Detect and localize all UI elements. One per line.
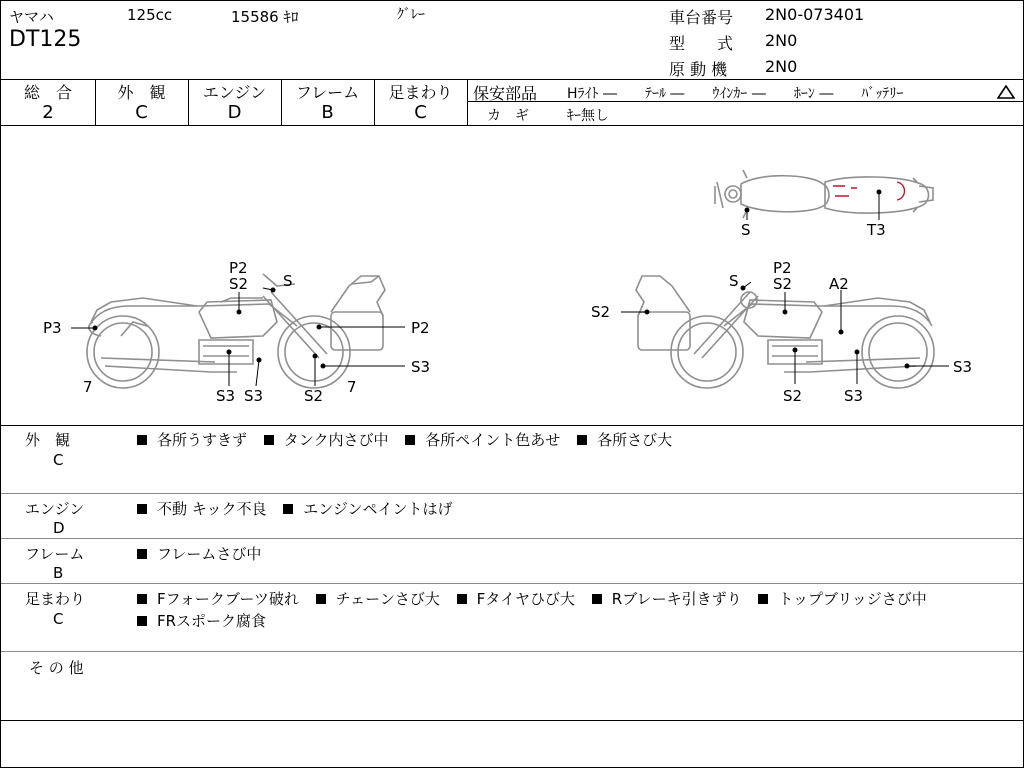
label-left-seven-left: 7 [83, 378, 93, 396]
bullet-icon [316, 594, 326, 604]
type-value: 2N0 [765, 31, 798, 50]
bullet-icon [457, 594, 467, 604]
divider [1, 720, 1023, 721]
grade-exterior-value: C [135, 102, 148, 123]
label-left-s2-bottom: S2 [304, 387, 324, 405]
grade-engine-value: D [227, 102, 242, 123]
label-top-t3: T3 [867, 221, 886, 239]
label-right-s2-top: S2 [773, 275, 793, 293]
section-suspension-label: 足まわり [25, 590, 86, 608]
label-left-p2-right: P2 [411, 319, 430, 337]
divider [1, 538, 1023, 539]
label-right-p2: P2 [773, 259, 792, 277]
section-exterior-label: 外 観 [25, 431, 71, 449]
safety-parts-items: Hﾗｲﾄ ― ﾃｰﾙ ― ｳｲﾝｶｰ ― ﾎｰﾝ ― ﾊﾞｯﾃﾘｰ [567, 86, 904, 102]
label-right-a2: A2 [829, 275, 849, 293]
bullet-icon [137, 594, 147, 604]
label-left-seven-right: 7 [347, 378, 357, 396]
damage-diagram [1, 126, 1023, 426]
bullet-icon [264, 435, 274, 445]
section-engine-notes: 不動 キック不良 エンジンペイントはげ [137, 498, 465, 519]
label-left-p3: P3 [43, 319, 62, 337]
label-right-s2-left: S2 [591, 303, 611, 321]
bullet-icon [137, 504, 147, 514]
bullet-icon [137, 435, 147, 445]
grade-overall-value: 2 [42, 102, 54, 123]
engine-value: 2N0 [765, 57, 798, 76]
section-exterior-notes: 各所うすきず タンク内さび中 各所ペイント色あせ 各所さび大 [137, 429, 684, 450]
grade-engine-label: エンジン [202, 83, 267, 102]
triangle-icon [997, 85, 1015, 99]
bullet-icon [592, 594, 602, 604]
label-right-s2-bottom: S2 [783, 387, 803, 405]
grade-frame-label: フレーム [295, 83, 360, 102]
grade-suspension-value: C [414, 102, 427, 123]
bullet-icon [405, 435, 415, 445]
section-other-label: そ の 他 [29, 659, 84, 677]
mileage: 15586 ｷﾛ [231, 8, 299, 26]
color: ｸﾞﾚｰ [397, 7, 425, 23]
label-top-s: S [741, 221, 751, 239]
label-left-s2-top: S2 [229, 275, 249, 293]
grade-suspension-label: 足まわり [388, 83, 453, 102]
divider [1, 651, 1023, 652]
label-right-s-top: S [729, 272, 739, 290]
label-left-s3-a: S3 [216, 387, 236, 405]
bullet-icon [577, 435, 587, 445]
maker: ヤマハ [9, 8, 54, 26]
safety-parts-label: 保安部品 [473, 84, 538, 103]
label-right-s3-bottom: S3 [844, 387, 864, 405]
engine-label: 原 動 機 [669, 60, 728, 79]
key-label: カ ギ [487, 108, 529, 124]
bullet-icon [283, 504, 293, 514]
displacement: 125cc [127, 6, 173, 24]
section-frame-label: フレーム [25, 545, 85, 563]
section-frame-grade: B [53, 564, 64, 582]
divider [1, 425, 1023, 426]
label-left-s3-b: S3 [244, 387, 264, 405]
label-left-p2: P2 [229, 259, 248, 277]
label-right-s3-right: S3 [953, 358, 973, 376]
type-label: 型 式 [669, 34, 734, 53]
grade-frame-value: B [321, 102, 334, 123]
bullet-icon [137, 549, 147, 559]
divider [1, 583, 1023, 584]
key-value: ｷｰ無し [567, 108, 609, 124]
divider [1, 493, 1023, 494]
section-suspension-notes: Fフォークブーツ破れ チェーンさび大 Fタイヤひび大 Rブレーキ引きずり トップブリッジさび中 [137, 588, 927, 609]
section-frame-notes: フレームさび中 [137, 543, 273, 564]
damage-mark [833, 182, 905, 200]
section-exterior-grade: C [53, 451, 64, 469]
frame-no: 2N0-073401 [765, 5, 865, 24]
label-left-s3-right: S3 [411, 358, 431, 376]
bullet-icon [137, 616, 147, 626]
section-suspension-grade: C [53, 610, 64, 628]
divider [467, 79, 468, 125]
section-engine-label: エンジン [25, 500, 85, 518]
frame-no-label: 車台番号 [669, 8, 734, 27]
section-suspension-notes-line2: FRスポーク腐食 [137, 610, 278, 631]
section-engine-grade: D [53, 519, 65, 537]
model-name: DT125 [9, 27, 82, 52]
grade-exterior-label: 外 観 [117, 83, 166, 102]
bullet-icon [758, 594, 768, 604]
label-left-s-top: S [283, 272, 293, 290]
grade-overall-label: 総 合 [23, 83, 72, 102]
